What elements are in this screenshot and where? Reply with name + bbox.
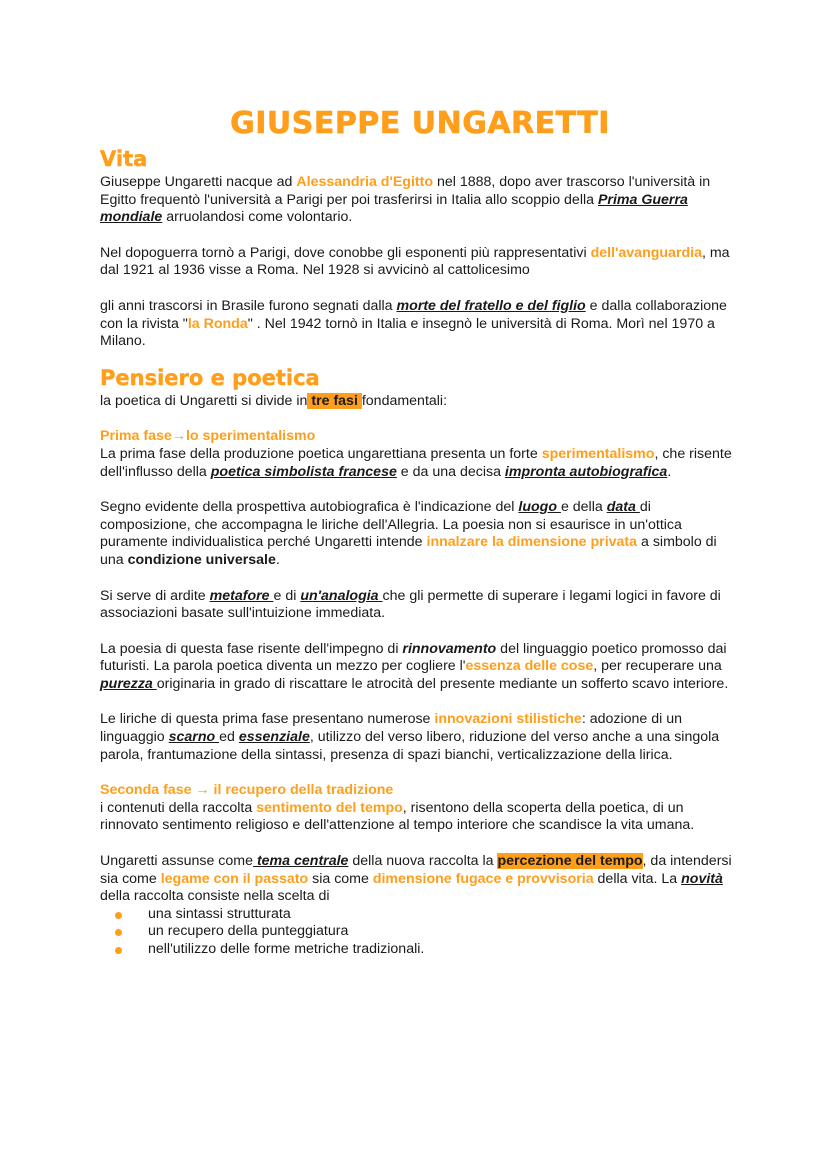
text: nel 1888, dopo aver trascorso l'università in Egitto frequentò l'università a Parigi per poi trasferirsi in Italia allo scoppio della <box>100 174 711 208</box>
highlight-text: innovazioni stilistiche <box>434 711 582 728</box>
text: e di <box>273 587 301 604</box>
text: che gli permette di superare i legami logici in favore di associazioni basate sull'intuizione immediata. <box>100 587 721 622</box>
text: della vita. La <box>593 870 682 887</box>
text: la poetica di Ungaretti si divide in <box>100 392 308 409</box>
fase2-paragraph-1 <box>100 800 740 835</box>
bullet-icon <box>115 912 122 919</box>
list-item <box>148 906 740 924</box>
text: di composizione, che accompagna le liriche dell'Allegria. La poesia non si esaurisce in un'ottica puramente individualistica perché Ungaretti intende <box>100 499 682 551</box>
fase1-paragraph-3 <box>100 588 740 623</box>
document-title: GIUSEPPE UNGARETTI <box>230 106 610 141</box>
text: arruolandosi come volontario. <box>162 209 353 226</box>
text: : adozione di un linguaggio <box>100 711 682 746</box>
text: a simbolo di una <box>100 534 717 568</box>
highlight-text: sentimento del tempo <box>256 799 403 816</box>
emphasis-text: scarno <box>168 729 220 746</box>
text: , ma dal 1921 al 1936 visse a Roma. Nel 1928 si avvicinò al cattolicesimo <box>100 244 730 279</box>
vita-paragraph-3 <box>100 298 740 351</box>
list-item <box>148 941 740 959</box>
emphasis-text: luogo <box>518 499 561 516</box>
highlight-text: legame con il passato <box>160 870 309 887</box>
highlight-text: la Ronda <box>187 315 248 332</box>
highlight-text: dimensione fugace e provvisoria <box>372 870 594 887</box>
fase1-paragraph-4 <box>100 641 740 694</box>
text: Nel dopoguerra tornò a Parigi, dove conobbe gli esponenti più rappresentativi <box>100 244 591 261</box>
text: La prima fase della produzione poetica ungarettiana presenta un forte <box>100 445 542 462</box>
emphasis-text: tema centrale <box>253 853 349 870</box>
text: , che risente dell'influsso della <box>100 445 732 480</box>
fase2-paragraph-2 <box>100 853 740 906</box>
text: , per recuperare una <box>593 658 722 675</box>
highlight-text: essenza delle cose <box>465 658 594 675</box>
emphasis-text: Prima Guerra mondiale <box>100 191 688 226</box>
text: . <box>275 551 280 568</box>
fase1-title: Prima fase→lo sperimentalismo <box>100 428 316 445</box>
text: sia come <box>308 870 373 887</box>
vita-paragraph-2 <box>100 245 740 280</box>
emphasis-text: essenziale <box>238 729 310 746</box>
text: Le liriche di questa prima fase presentano numerose <box>100 711 435 728</box>
fase1-paragraph-1 <box>100 446 740 481</box>
highlight-text: sperimentalismo <box>541 445 655 462</box>
text: Ungaretti assunse come <box>100 853 253 870</box>
text: ed <box>219 729 239 746</box>
text: Segno evidente della prospettiva autobiografica è l'indicazione del <box>100 499 519 516</box>
emphasis-text: rinnovamento <box>402 640 497 657</box>
fase1-paragraph-5 <box>100 711 740 764</box>
text: " . Nel 1942 tornò in Italia e insegnò le università di Roma. Morì nel 1970 a Milano. <box>100 315 715 350</box>
text: della nuova raccolta la <box>348 853 498 870</box>
fase2-title: Seconda fase → il recupero della tradizione <box>100 782 394 799</box>
marker-highlight: tre fasi <box>307 392 362 409</box>
text: del linguaggio poetico promosso dai futuristi. La parola poetica diventa un mezzo per cogliere l' <box>100 640 727 675</box>
section-heading-pensiero: Pensiero e poetica <box>100 365 320 390</box>
emphasis-text: novità <box>681 870 723 887</box>
vita-paragraph-1 <box>100 174 740 227</box>
highlight-text: dell'avanguardia <box>590 244 702 261</box>
emphasis-text: un'analogia <box>300 587 383 604</box>
list-item <box>148 923 740 941</box>
emphasis-text: morte del fratello e del figlio <box>396 297 586 314</box>
bullet-icon <box>115 929 122 936</box>
text: . <box>667 463 672 480</box>
text: Giuseppe Ungaretti nacque ad <box>100 174 297 190</box>
emphasis-text: metafore <box>209 587 274 604</box>
text: , risentono della scoperta della poetica, di un rinnovato sentimento religioso e dell'attenzione al tempo interiore che scandisce la vita umana. <box>100 799 695 834</box>
highlight-text: innalzare la dimensione privata <box>426 534 638 551</box>
text: fondamentali: <box>361 392 448 409</box>
document-page <box>100 104 740 959</box>
text: gli anni trascorsi in Brasile furono segnati dalla <box>100 297 397 314</box>
pensiero-intro <box>100 393 740 411</box>
list-item-text: nell'utilizzo delle forme metriche tradizionali. <box>148 941 425 957</box>
emphasis-text: poetica simbolista francese <box>210 463 397 480</box>
marker-highlight: percezione del tempo <box>497 853 643 870</box>
text: Si serve di ardite <box>100 587 210 604</box>
list-item-text: una sintassi strutturata <box>148 905 291 922</box>
bullet-icon <box>115 947 122 954</box>
bullet-list <box>100 906 740 959</box>
section-heading-vita: Vita <box>100 147 148 171</box>
fase1-paragraph-2 <box>100 499 740 569</box>
text: i contenuti della raccolta <box>100 799 257 816</box>
emphasis-text: data <box>606 499 640 516</box>
text: e della <box>560 499 607 516</box>
text: e dalla collaborazione con la rivista " <box>100 297 727 332</box>
text: , da intendersi sia come <box>100 853 732 887</box>
emphasis-text: impronta autobiografica <box>504 463 668 480</box>
highlight-text: Alessandria d'Egitto <box>296 174 434 190</box>
emphasis-text: purezza <box>100 675 157 692</box>
text: della raccolta consiste nella scelta di <box>100 888 330 905</box>
list-item-text: un recupero della punteggiatura <box>148 923 349 940</box>
text: La poesia di questa fase risente dell'impegno di <box>100 640 403 657</box>
text: originaria in grado di riscattare le atrocità del presente mediante un sofferto scavo interiore. <box>156 675 729 692</box>
text: e da una decisa <box>396 463 505 480</box>
text: , utilizzo del verso libero, riduzione del verso anche a una singola parola, frantumazione della sintassi, presenza di spazi bianchi, verticalizzazione della lirica. <box>100 729 720 763</box>
bold-text: condizione universale <box>127 551 276 568</box>
